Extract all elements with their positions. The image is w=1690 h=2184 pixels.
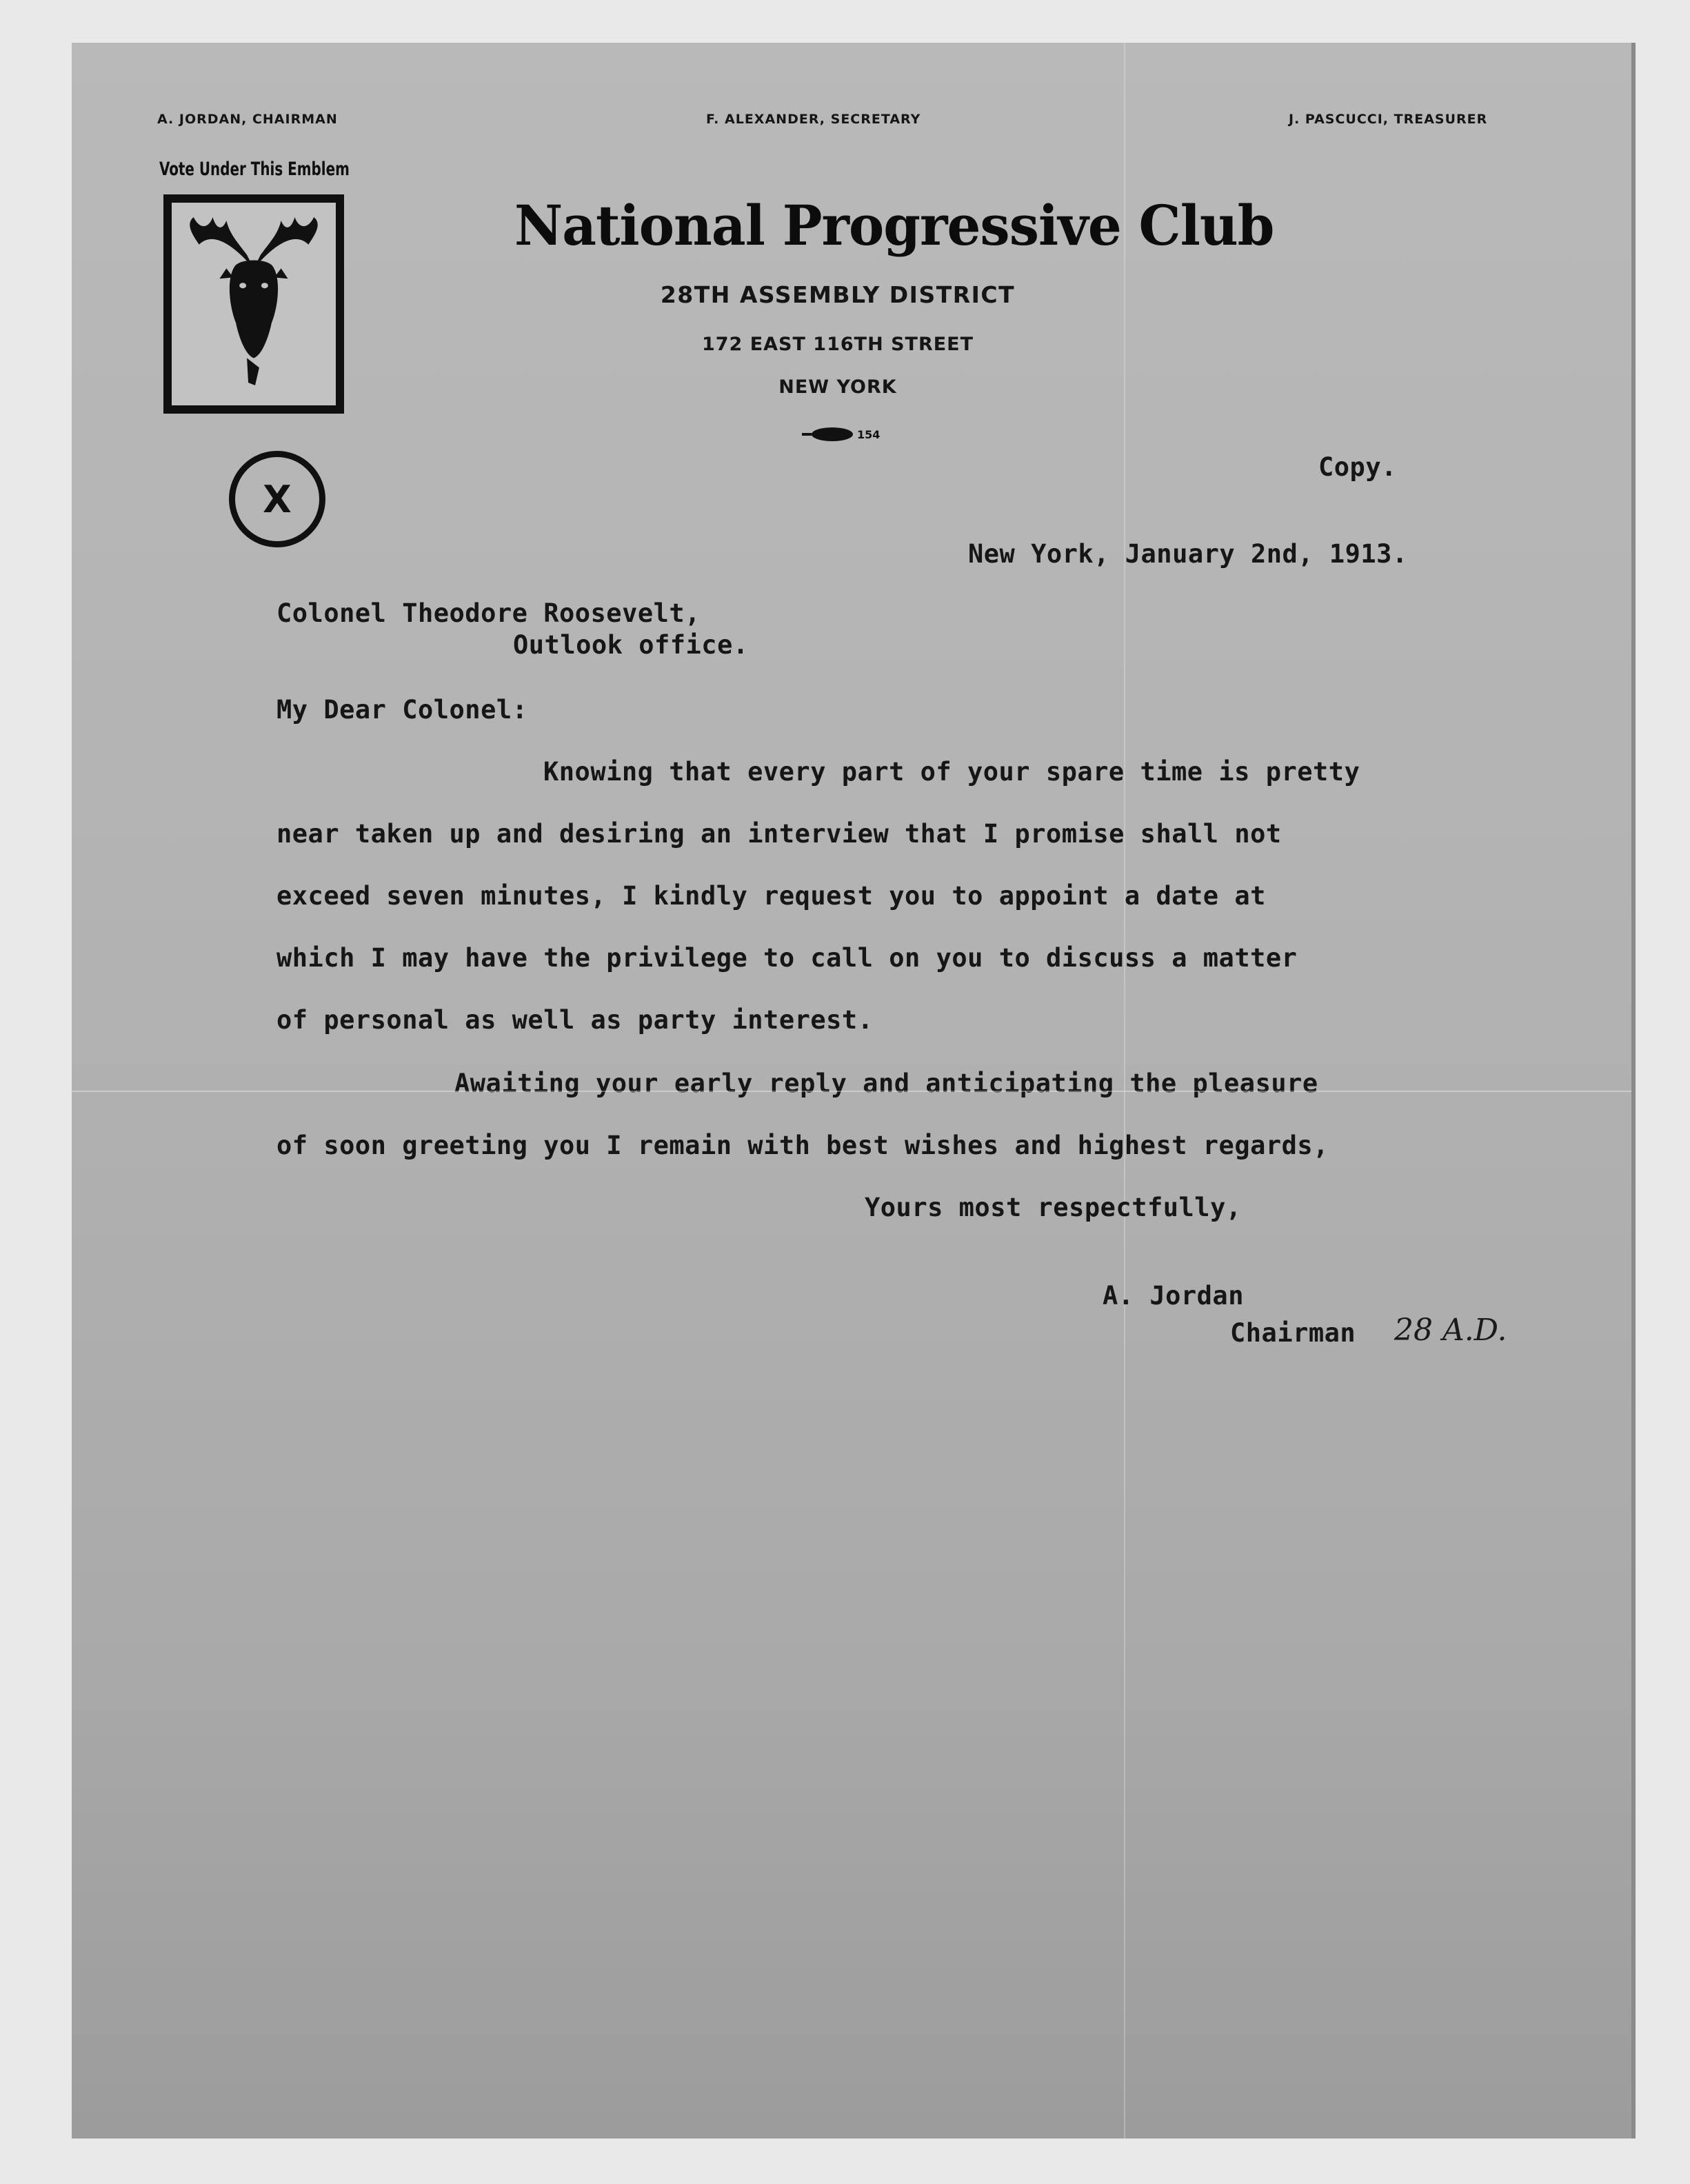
body-line: of soon greeting you I remain with best wishes and highest regards, [276, 1131, 1329, 1160]
street-address: 172 EAST 116TH STREET [701, 334, 974, 355]
bull-moose-emblem [163, 194, 344, 414]
body-line: of personal as well as party interest. [276, 1005, 874, 1035]
union-label-number: 154 [857, 428, 881, 441]
signer-name: A. Jordan [1103, 1281, 1244, 1311]
recipient-address: Outlook office. [513, 630, 749, 660]
secretary-credit: F. ALEXANDER, SECRETARY [706, 112, 921, 127]
copy-mark: Copy. [1318, 452, 1397, 482]
chairman-credit: A. JORDAN, CHAIRMAN [157, 112, 338, 127]
bull-moose-icon [172, 203, 336, 405]
emblem-label: Vote Under This Emblem [159, 159, 350, 180]
letter-date: New York, January 2nd, 1913. [968, 539, 1408, 569]
ballot-x-mark: X [229, 451, 325, 547]
body-line: which I may have the privilege to call on you to discuss a matter [276, 943, 1298, 973]
city: NEW YORK [778, 376, 897, 398]
closing: Yours most respectfully, [865, 1193, 1242, 1222]
salutation: My Dear Colonel: [276, 695, 528, 725]
union-label-ornament [799, 423, 896, 445]
recipient-name: Colonel Theodore Roosevelt, [276, 598, 701, 628]
handwritten-note: 28 A.D. [1394, 1313, 1507, 1348]
fold-crease [1124, 43, 1125, 2138]
body-line: exceed seven minutes, I kindly request you to appoint a date at [276, 881, 1266, 911]
club-name: National Progressive Club [514, 193, 1274, 258]
body-line: Awaiting your early reply and anticipating the pleasure [454, 1069, 1318, 1098]
assembly-district: 28TH ASSEMBLY DISTRICT [660, 281, 1016, 308]
body-line: Knowing that every part of your spare time is pretty [543, 757, 1360, 787]
signer-title: Chairman [1230, 1318, 1356, 1348]
treasurer-credit: J. PASCUCCI, TREASURER [1289, 112, 1488, 127]
letter-sheet [72, 43, 1631, 2138]
body-line: near taken up and desiring an interview that I promise shall not [276, 819, 1282, 849]
